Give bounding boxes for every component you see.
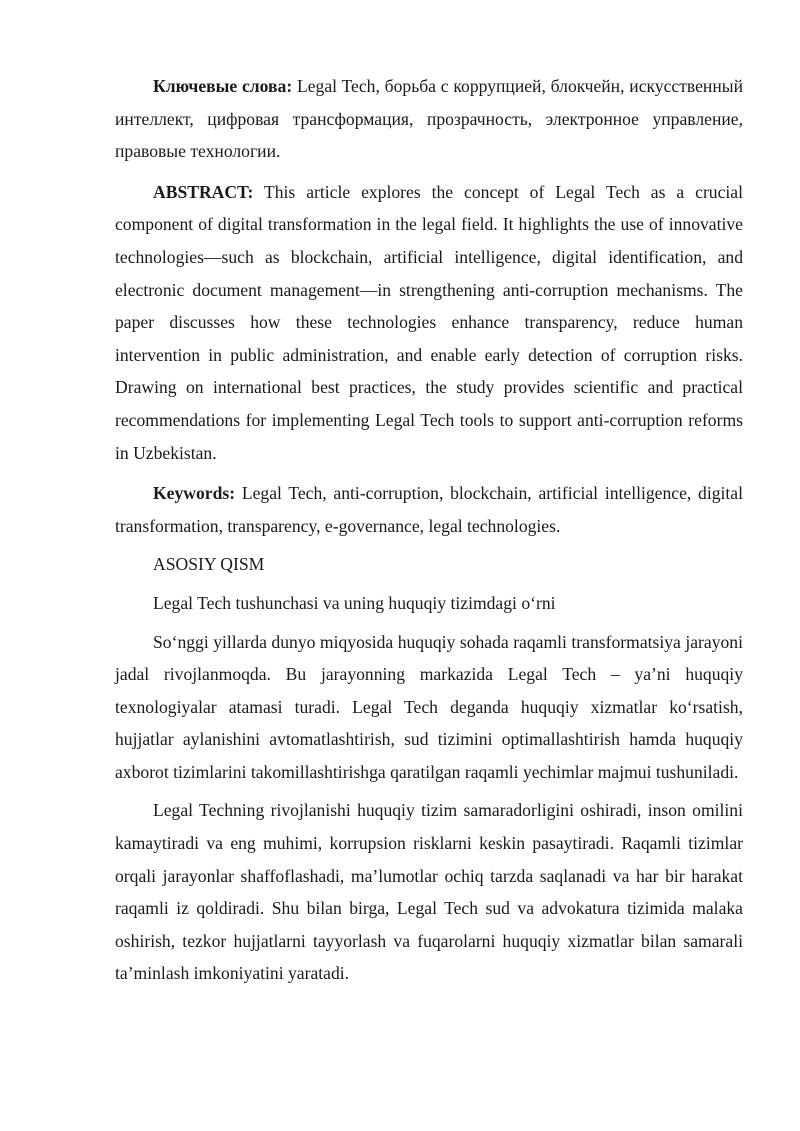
abstract-label: ABSTRACT: (153, 181, 254, 202)
section-heading: ASOSIY QISM (153, 554, 265, 575)
keywords-en-text: Legal Tech, anti-corruption, blockchain, artificial intelligence, digital transformation, transparency, e-governance, legal technologies. (115, 483, 743, 536)
keywords-en-label: Keywords: (153, 483, 236, 504)
abstract-text: This article explores the concept of Legal Tech as a crucial component of digital transformation in the legal field. It highlights the use of innovative technologies—such as blockchain, artificial intelligence, digital identification, and electronic document management—in strengthening anti-corruption mechanisms. The paper discusses how these technologies enhance transparency, reduce human intervention in public administration, and enable early detection of corruption risks. Drawing on international best practices, the study provides scientific and practical recommendations for implementing Legal Tech tools to support anti-corruption reforms in Uzbekistan. (115, 181, 743, 463)
document-page (115, 70, 743, 990)
keywords-ru-text: Legal Tech, борьба с коррупцией, блокчейн, искусственный интеллект, цифровая трансформация, прозрачность, электронное управление, правовые технологии. (115, 76, 744, 162)
body-paragraph-1: So‘nggi yillarda dunyo miqyosida huquqiy sohada raqamli transformatsiya jarayoni jadal rivojlanmoqda. Bu jarayonning markazida Legal Tech – ya’ni huquqiy texnologiyalar atamasi turadi. Legal Tech deganda huquqiy xizmatlar ko‘rsatish, hujjatlar aylanishini avtomatlashtirish, sud tizimini optimallashtirish hamda huquqiy axborot tizimlarini takomillashtirishga qaratilgan raqamli yechimlar majmui tushuniladi. (115, 631, 743, 782)
keywords-en-paragraph (115, 477, 743, 542)
subsection-heading: Legal Tech tushunchasi va uning huquqiy tizimdagi o‘rni (153, 592, 556, 613)
body-paragraph-2: Legal Techning rivojlanishi huquqiy tizim samaradorligini oshiradi, inson omilini kamaytiradi va eng muhimi, korrupsion risklarni keskin pasaytiradi. Raqamli tizimlar orqali jarayonlar shaffoflashadi, ma’lumotlar ochiq tarzda saqlanadi va har bir harakat raqamli iz qoldiradi. Shu bilan birga, Legal Tech sud va advokatura tizimida malaka oshirish, tezkor hujjatlarni tayyorlash va fuqarolarni huquqiy xizmatlar bilan samarali ta’minlash imkoniyatini yaratadi. (115, 800, 743, 984)
keywords-ru-paragraph (115, 70, 743, 168)
keywords-ru-label: Ключевые слова: (153, 76, 293, 96)
abstract-paragraph (115, 176, 743, 469)
